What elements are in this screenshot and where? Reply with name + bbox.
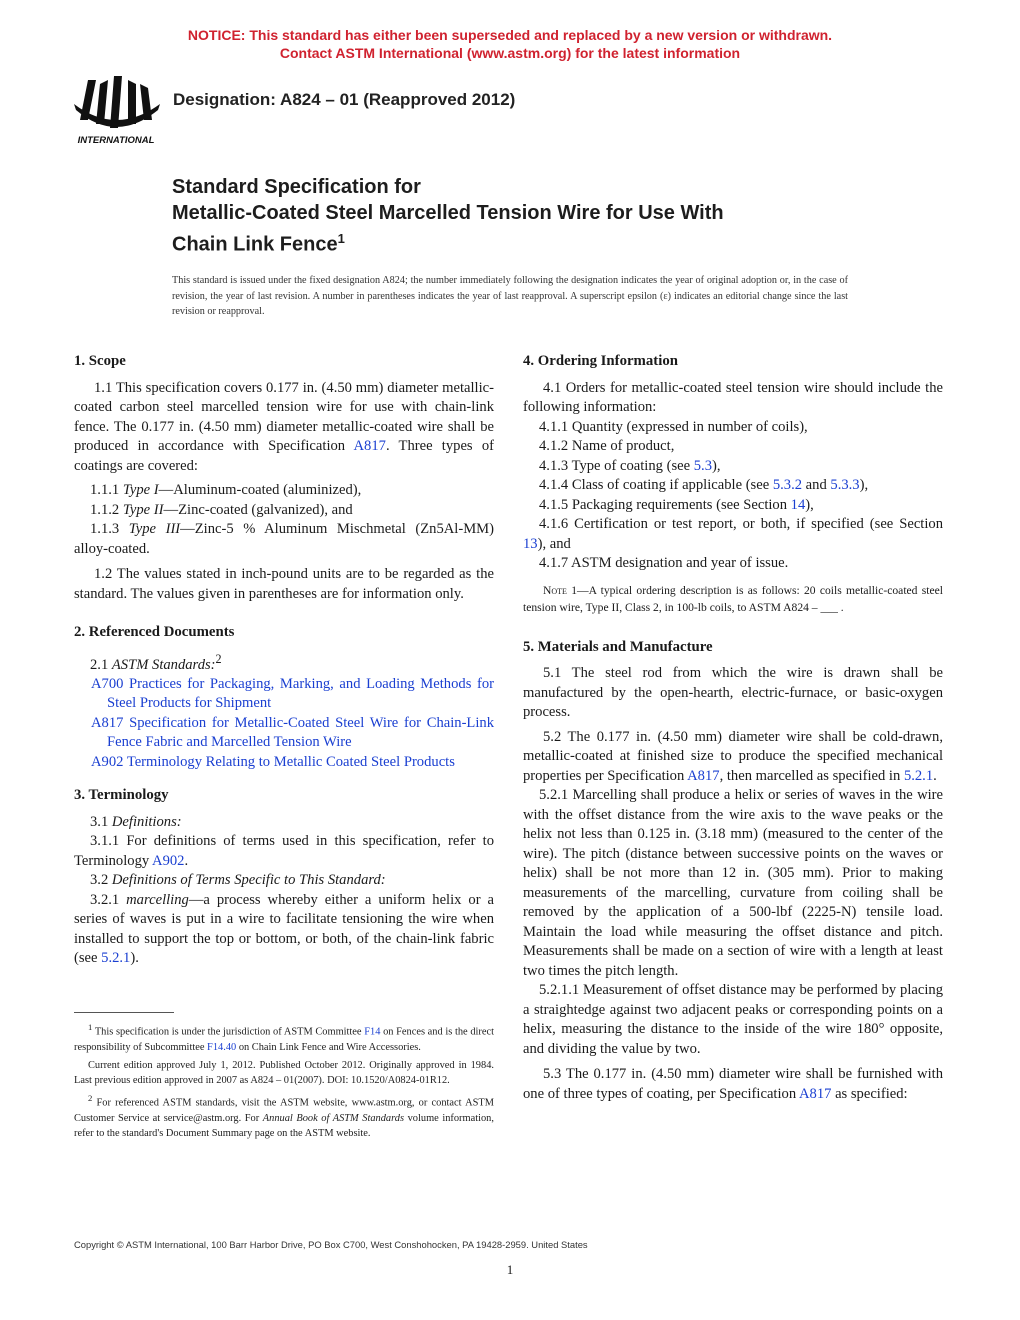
para-4-1-3-text: 4.1.3 Type of coating (see (539, 457, 694, 474)
link-a817-5-3[interactable]: A817 (798, 1085, 832, 1102)
para-4-1: 4.1 Orders for metallic-coated steel tension wire should include the following information: (523, 379, 943, 415)
para-5-2 (523, 728, 943, 787)
type-ii-desc: —Zinc-coated (galvanized), and (163, 501, 353, 518)
link-5-3[interactable]: 5.3 (693, 457, 712, 474)
preamble: This standard is issued under the fixed designation A824; the number immediately following the designation indicates the year of original adoption or, in the case of revision, the year of last revision. A number in parentheses indicates the year of last reapproval. A superscript epsilon (ε) indicates an editorial change since the last revision or reapproval. (172, 275, 848, 317)
link-5-3-3[interactable]: 5.3.3 (830, 477, 860, 493)
para-1-1-3 (74, 520, 494, 559)
link-5-2-1[interactable]: 5.2.1 (101, 950, 131, 967)
definitions-label: Definitions: (111, 813, 182, 830)
para-1-1-text: 1.1 This specification covers 0.177 in. (4.50 mm) diameter metallic-coated carbon steel marcelled tension wire for use with chain-link fence. The 0.177 in. (4.50 mm) diameter metallic-coated wire shall be produced in accordance with Specification (74, 379, 494, 454)
link-5-3-2[interactable]: 5.3.2 (772, 477, 803, 493)
para-3-1-1-end: . (184, 852, 189, 869)
link-a817[interactable]: A817 (353, 438, 386, 454)
designation: Designation: A824 – 01 (Reapproved 2012) (173, 90, 516, 109)
link-section-14[interactable]: 14 (790, 496, 806, 513)
link-a817-5-2[interactable]: A817 (687, 767, 720, 784)
title-line-1: Standard Specification for (172, 176, 421, 198)
left-column (74, 352, 494, 969)
link-5-2-1-b[interactable]: 5.2.1 (903, 767, 934, 784)
notice-line-1: NOTICE: This standard has either been superseded and replaced by a new version or withdrawn. (187, 27, 833, 43)
type-ii: Type II (122, 501, 164, 518)
para-5-2-1-1: 5.2.1.1 Measurement of offset distance may be performed by placing a straightedge against two adjacent peaks or corresponding points on a helix, measuring the distance to the inside of the wire 180° opposite, and dividing the value by two. (523, 982, 943, 1057)
copyright-line: Copyright © ASTM International, 100 Barr Harbor Drive, PO Box C700, West Conshohocken, PA 19428-2959. United States (74, 1239, 588, 1250)
para-1-1 (74, 379, 494, 477)
para-5-2-end: . (933, 767, 937, 784)
section-1-heading: 1. Scope (74, 353, 126, 369)
title-footnote-ref: 1 (337, 231, 345, 246)
para-5-3-end: as specified: (831, 1085, 908, 1102)
title-line-3: Chain Link Fence (172, 233, 338, 256)
para-3-2-1 (74, 891, 494, 969)
num-3-2: 3.2 (90, 872, 112, 889)
footnote-1 (74, 1020, 494, 1055)
section-4-heading: 4. Ordering Information (523, 353, 678, 369)
para-4-1-5 (523, 496, 943, 516)
page-number: 1 (506, 1262, 514, 1277)
para-5-3 (523, 1065, 943, 1104)
section-3-heading: 3. Terminology (74, 787, 169, 804)
astm-logo (70, 74, 162, 146)
para-4-1-4-end: ), (859, 477, 869, 493)
para-4-1-5-text: 4.1.5 Packaging requirements (see Section (539, 496, 791, 513)
document-title (172, 174, 892, 258)
annual-book-title: Annual Book of ASTM Standards (262, 1112, 405, 1124)
para-4-1-6-text: 4.1.6 Certification or test report, or both, if specified (see Section (539, 516, 943, 532)
ref-a700[interactable]: A700 Practices for Packaging, Marking, and Loading Methods for Steel Products for Shipment (91, 675, 494, 712)
para-4-1-7: 4.1.7 ASTM designation and year of issue. (539, 555, 789, 571)
logo-org-text: INTERNATIONAL (77, 135, 155, 146)
para-5-2-mid: , then marcelled as specified in (719, 767, 904, 784)
para-4-1-4-text: 4.1.4 Class of coating if applicable (see (539, 477, 773, 493)
para-4-1-2: 4.1.2 Name of product, (539, 438, 675, 454)
para-1-1-2 (74, 501, 494, 521)
term-marcelling: marcelling (126, 891, 189, 908)
num-3-2-1: 3.2.1 (90, 891, 127, 908)
astm-standards-label: ASTM Standards: (111, 656, 216, 673)
footnote-2 (74, 1091, 494, 1141)
footnote-1-text: This specification is under the jurisdiction of ASTM Committee (92, 1026, 365, 1038)
note-1 (523, 582, 943, 616)
footnote-2-text: For referenced ASTM standards, visit the ASTM website, www.astm.org, or contact ASTM Customer Service at service@astm.org. For (74, 1097, 494, 1124)
num-2-1: 2.1 (90, 656, 112, 673)
footnote-1-marker: 1 (88, 1022, 93, 1032)
right-column (523, 352, 943, 1109)
para-4-1-4 (523, 476, 943, 496)
type-iii: Type III (128, 521, 181, 537)
withdrawal-notice (0, 26, 1020, 62)
para-5-2-text: 5.2 The 0.177 in. (4.50 mm) diameter wire shall be cold-drawn, metallic-coated at finished size to produce the specified mechanical properties per Specification (523, 728, 943, 784)
num-1-1-1: 1.1.1 (90, 482, 123, 498)
para-4-1-3-end: ), (712, 457, 721, 474)
ref-a902[interactable]: A902 Terminology Relating to Metallic Coated Steel Products (91, 753, 455, 770)
para-3-1-1 (74, 832, 494, 871)
para-4-1-3 (523, 457, 943, 477)
para-2-1 (74, 650, 494, 675)
link-section-13[interactable]: 13 (523, 535, 538, 552)
para-4-1-5-end: ), (805, 496, 814, 513)
specific-definitions-label: Definitions of Terms Specific to This Standard: (111, 872, 386, 889)
para-3-1-1-text: 3.1.1 For definitions of terms used in this specification, refer to Terminology (74, 833, 494, 869)
footnote-2-marker: 2 (88, 1093, 93, 1104)
note-1-label: Note 1 (543, 583, 577, 597)
footnotes (74, 1020, 494, 1141)
num-3-1: 3.1 (90, 813, 112, 830)
para-5-1: 5.1 The steel rod from which the wire is drawn shall be manufactured by the open-hearth, electric-furnace, or basic-oxygen process. (523, 665, 943, 720)
footnote-divider (74, 1012, 174, 1013)
para-4-1-1: 4.1.1 Quantity (expressed in number of coils), (539, 418, 808, 435)
link-f14[interactable]: F14 (364, 1026, 381, 1038)
note-1-text: —A typical ordering description is as follows: 20 coils metallic-coated steel tension wire, Type II, Class 2, in 100-lb coils, to ASTM A824 – ___ . (523, 583, 943, 614)
footnote-1-edition: Current edition approved July 1, 2012. Published October 2012. Originally approved in 1984. Last previous edition approved in 2007 as A824 – 01(2007). DOI: 10.1520/A0824-01R12. (74, 1059, 494, 1087)
footnote-1-end: on Chain Link Fence and Wire Accessories. (236, 1041, 421, 1053)
para-4-1-6 (523, 515, 943, 554)
para-3-1 (74, 813, 494, 833)
notice-line-2: Contact ASTM International (www.astm.org) for the latest information (279, 45, 741, 61)
num-1-1-3: 1.1.3 (90, 521, 129, 537)
para-4-1-4-and: and (802, 477, 831, 493)
para-1-1-end: . Three types of coatings are covered: (74, 438, 494, 474)
section-5-heading: 5. Materials and Manufacture (523, 638, 713, 655)
ref-a817[interactable]: A817 Specification for Metallic-Coated Steel Wire for Chain-Link Fence Fabric and Marcelled Tension Wire (91, 714, 494, 751)
link-a902[interactable]: A902 (152, 852, 185, 869)
para-5-3-text: 5.3 The 0.177 in. (4.50 mm) diameter wire shall be furnished with one of three types of coating, per Specification (523, 1066, 943, 1102)
link-f14-40[interactable]: F14.40 (207, 1041, 237, 1053)
section-2-heading: 2. Referenced Documents (74, 624, 235, 640)
num-1-1-2: 1.1.2 (90, 501, 123, 518)
marcelling-definition: —a process whereby either a uniform helix or a series of waves is put in a wire to facilitate tensioning the wire when installed to support the top or bottom, or both, of the chain-link fabric (see (74, 891, 494, 967)
footnote-2-ref: 2 (215, 651, 222, 666)
para-3-2 (74, 871, 494, 891)
type-i: Type I (122, 482, 159, 498)
para-5-2-1: 5.2.1 Marcelling shall produce a helix or series of waves in the wire with the offset distance from the wire axis to the wave peaks or the helix not less than 0.125 in. (3.18 mm) (measured to the center of the wire). The pitch (distance between successive points on the waves or helix) shall be not more than 12 in. (305 mm). Prior to making measurements of the marcelling, curvature from coiling shall be removed by the application of a 500-lbf (2225-N) tensile load. Maintain the load while measuring the offset distance and pitch. Measurements shall be made on a section of wire with a length at least two times the pitch length. (523, 787, 943, 979)
para-1-2: 1.2 The values stated in inch-pound units are to be regarded as the standard. The values given in parentheses are for information only. (74, 566, 494, 602)
type-i-desc: —Aluminum-coated (aluminized), (158, 482, 362, 498)
title-line-2: Metallic-Coated Steel Marcelled Tension Wire for Use With (172, 202, 724, 224)
para-3-2-1-end: ). (130, 950, 139, 967)
footnote-1-mid: on Fences and is the direct responsibility of Subcommittee (74, 1026, 494, 1053)
type-iii-desc: —Zinc-5 % Aluminum Mischmetal (Zn5Al-MM) alloy-coated. (74, 521, 495, 557)
para-4-1-6-end: ), and (537, 535, 571, 552)
para-1-1-1 (74, 481, 494, 501)
footnote-2-end: volume information, refer to the standard's Document Summary page on the ASTM website. (74, 1112, 494, 1140)
